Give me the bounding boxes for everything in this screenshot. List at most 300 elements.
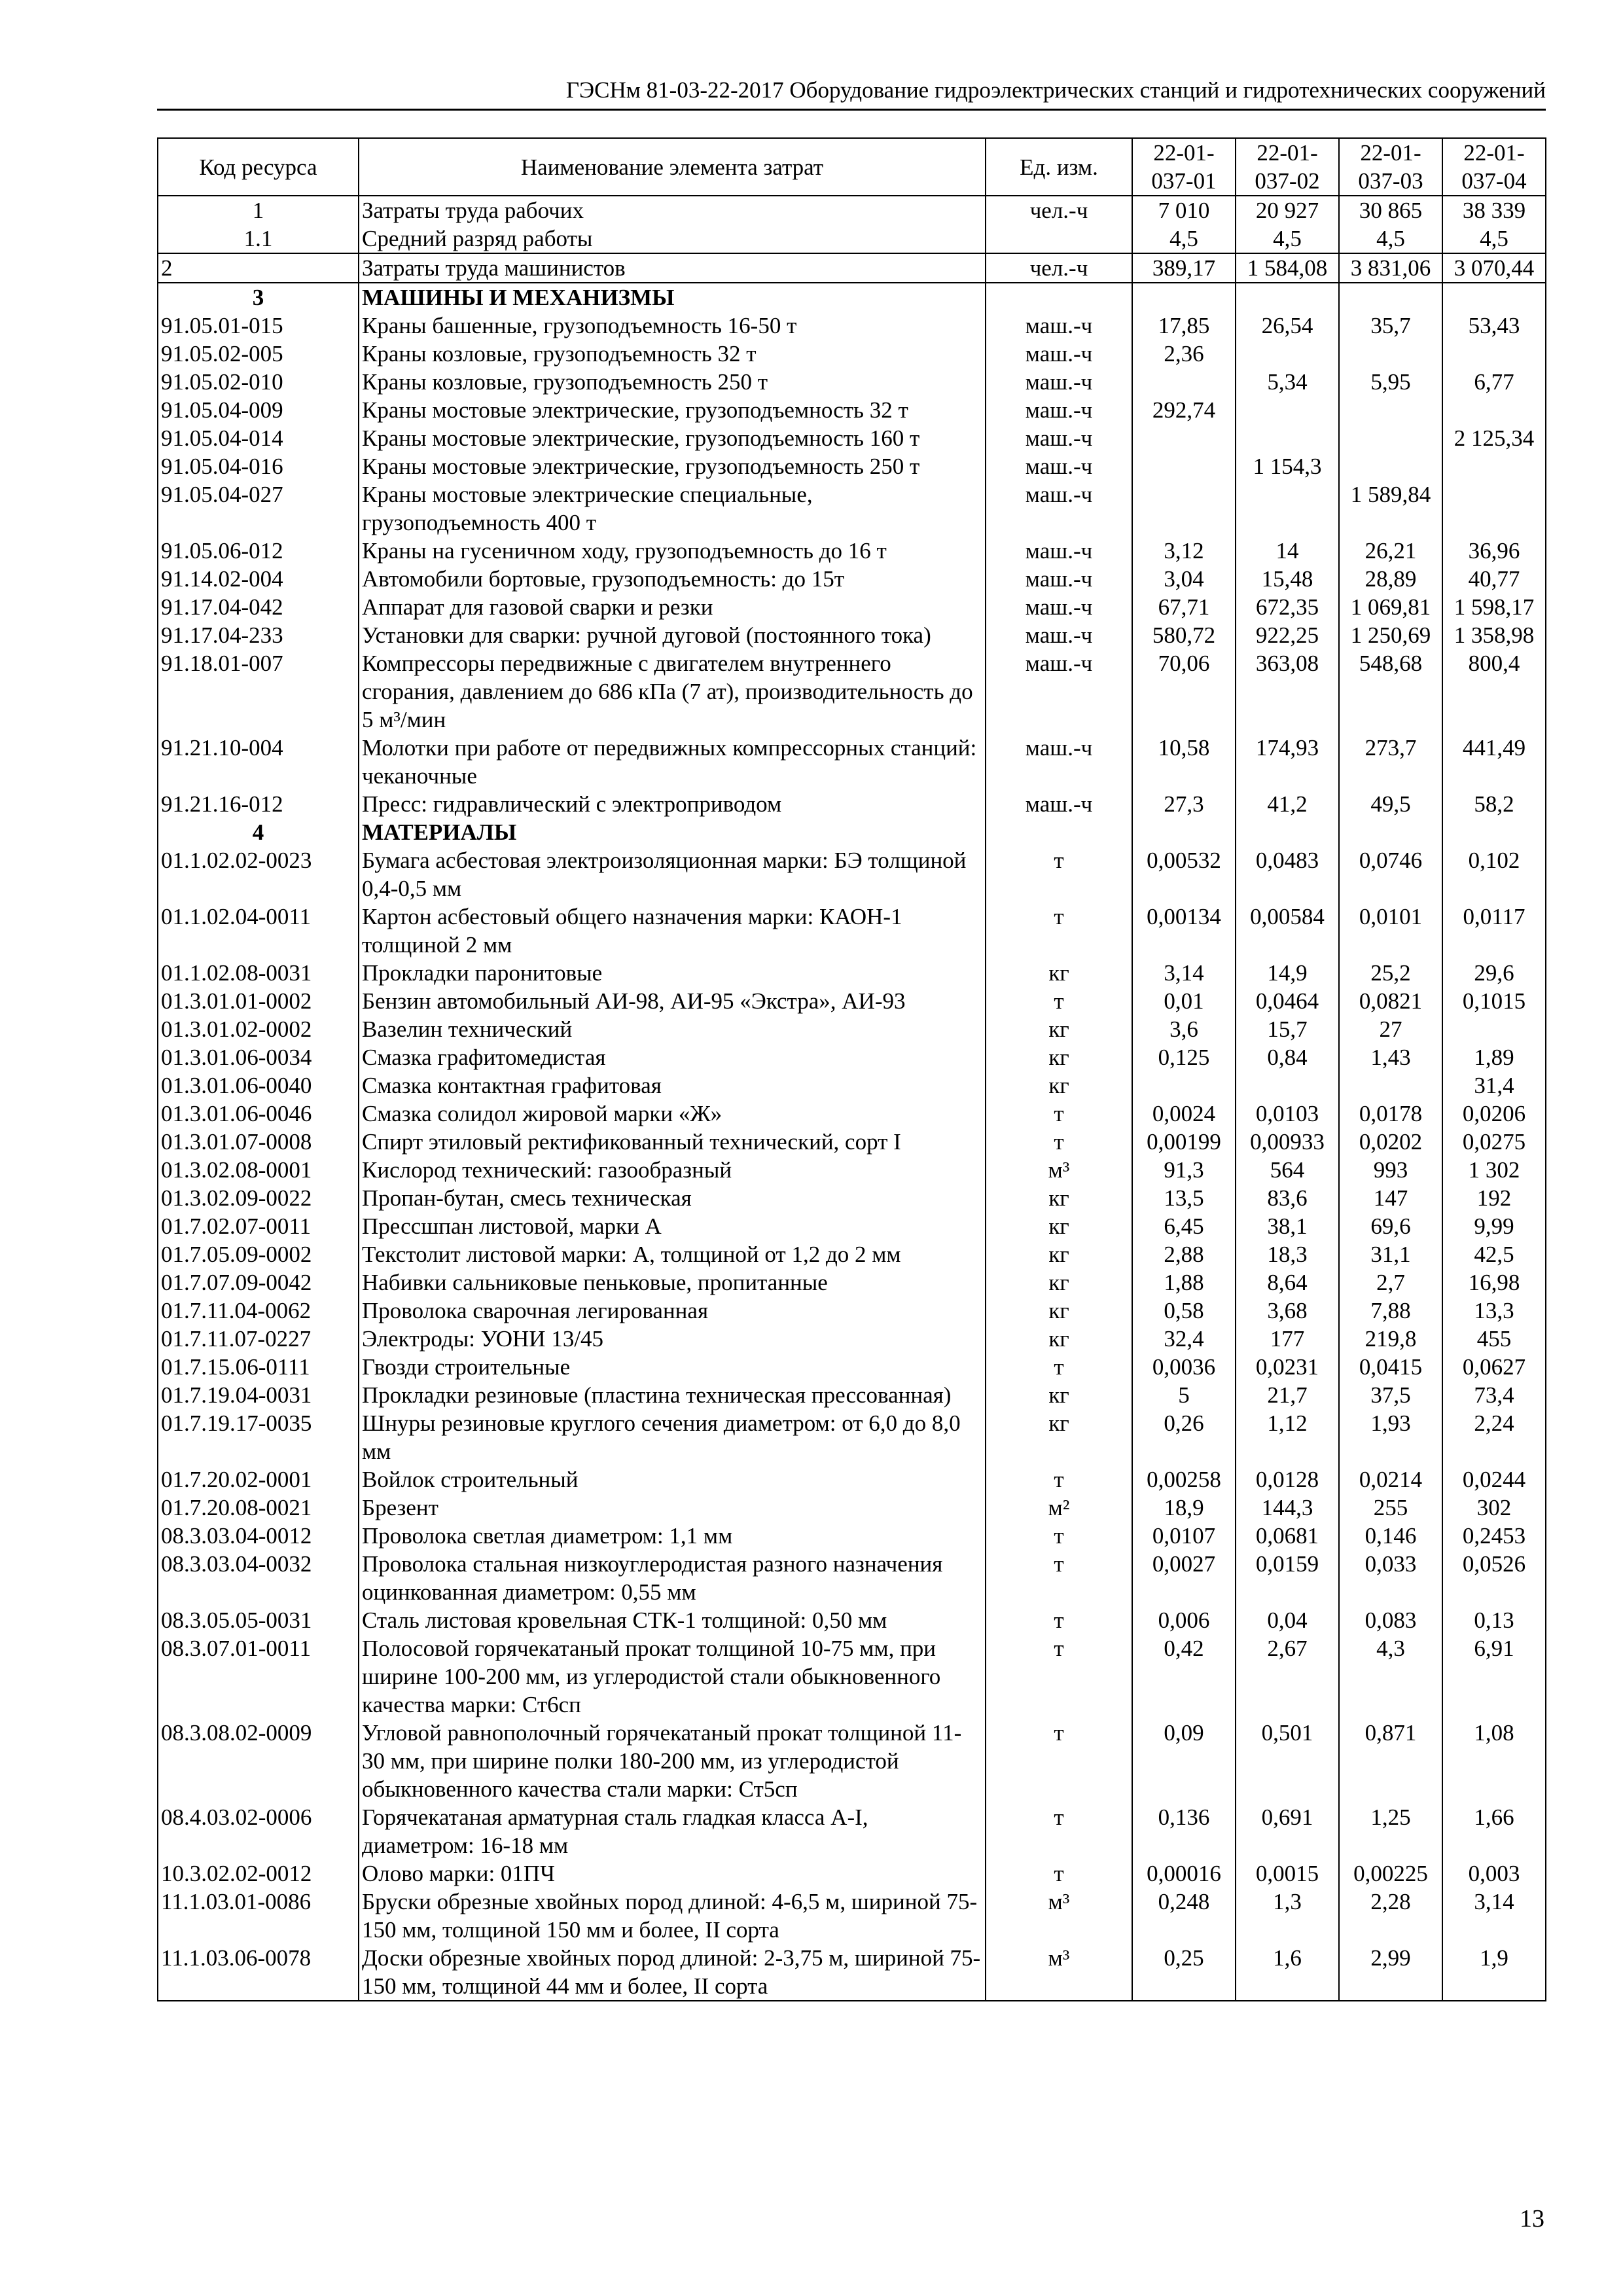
value-cell-037-01 [1132,1071,1236,1100]
resource-code-cell: 08.4.03.02-0006 [158,1803,359,1859]
resource-code-cell: 3 [158,283,359,312]
value-cell-037-04: 1 358,98 [1442,621,1546,649]
resource-name-cell: Затраты труда рабочих [359,196,986,224]
resource-name-cell: Вазелин технический [359,1015,986,1043]
resource-name-cell: Гвозди строительные [359,1353,986,1381]
value-cell-037-02: 1,6 [1236,1944,1339,2001]
value-cell-037-02: 0,00933 [1236,1128,1339,1156]
value-cell-037-02: 1 584,08 [1236,253,1339,283]
resource-code-cell: 91.05.04-027 [158,480,359,537]
unit-cell: т [986,1550,1132,1606]
unit-cell: т [986,1719,1132,1803]
value-cell-037-04: 2 125,34 [1442,424,1546,452]
unit-cell: т [986,1128,1132,1156]
table-row [158,1381,1546,1409]
table-row [158,1212,1546,1240]
value-cell-037-03: 69,6 [1339,1212,1442,1240]
unit-cell: кг [986,1043,1132,1071]
resource-name-cell: Установки для сварки: ручной дуговой (постоянного тока) [359,621,986,649]
column-header-name: Наименование элемента затрат [359,138,986,196]
value-cell-037-03: 1,93 [1339,1409,1442,1465]
value-cell-037-01: 0,00258 [1132,1465,1236,1494]
resource-name-cell: Доски обрезные хвойных пород длиной: 2-3,75 м, шириной 75-150 мм, толщиной 44 мм и более, II сорта [359,1944,986,2001]
value-cell-037-01: 292,74 [1132,396,1236,424]
value-cell-037-04: 800,4 [1442,649,1546,734]
value-cell-037-02 [1236,480,1339,537]
resource-code-cell: 01.7.19.17-0035 [158,1409,359,1465]
value-cell-037-02: 26,54 [1236,312,1339,340]
unit-cell: кг [986,1409,1132,1465]
value-cell-037-04: 1,08 [1442,1719,1546,1803]
unit-cell: маш.-ч [986,649,1132,734]
unit-cell: кг [986,1184,1132,1212]
value-cell-037-04: 0,0244 [1442,1465,1546,1494]
column-header-037-04: 22-01-037-04 [1442,138,1546,196]
value-cell-037-03 [1339,452,1442,480]
table-row [158,1128,1546,1156]
value-cell-037-03: 1 250,69 [1339,621,1442,649]
unit-cell: маш.-ч [986,790,1132,818]
resource-name-cell: Электроды: УОНИ 13/45 [359,1325,986,1353]
value-cell-037-01: 0,00199 [1132,1128,1236,1156]
table-row [158,846,1546,903]
value-cell-037-04: 38 339 [1442,196,1546,224]
resource-name-cell: Бруски обрезные хвойных пород длиной: 4-6,5 м, шириной 75-150 мм, толщиной 150 мм и более, II сорта [359,1888,986,1944]
table-row [158,340,1546,368]
unit-cell: маш.-ч [986,593,1132,621]
resource-code-cell: 91.05.06-012 [158,537,359,565]
value-cell-037-02: 15,48 [1236,565,1339,593]
unit-cell: т [986,1634,1132,1719]
resource-code-cell: 01.1.02.08-0031 [158,959,359,987]
resource-code-cell: 01.7.07.09-0042 [158,1268,359,1297]
value-cell-037-03: 0,871 [1339,1719,1442,1803]
value-cell-037-01: 1,88 [1132,1268,1236,1297]
unit-cell: маш.-ч [986,368,1132,396]
value-cell-037-01: 32,4 [1132,1325,1236,1353]
resource-code-cell: 01.3.01.06-0046 [158,1100,359,1128]
table-row [158,1353,1546,1381]
value-cell-037-02: 14 [1236,537,1339,565]
resource-name-cell: Горячекатаная арматурная сталь гладкая класса А-I, диаметром: 16-18 мм [359,1803,986,1859]
value-cell-037-01: 2,36 [1132,340,1236,368]
value-cell-037-03: 0,0178 [1339,1100,1442,1128]
table-row [158,565,1546,593]
resource-name-cell: Краны мостовые электрические, грузоподъемность 32 т [359,396,986,424]
value-cell-037-02: 564 [1236,1156,1339,1184]
unit-cell: м² [986,1494,1132,1522]
value-cell-037-01: 17,85 [1132,312,1236,340]
value-cell-037-01: 0,00532 [1132,846,1236,903]
value-cell-037-04: 6,77 [1442,368,1546,396]
value-cell-037-04: 192 [1442,1184,1546,1212]
resource-name-cell: Краны мостовые электрические, грузоподъемность 160 т [359,424,986,452]
resource-code-cell: 01.7.20.02-0001 [158,1465,359,1494]
unit-cell [986,224,1132,253]
value-cell-037-02: 1 154,3 [1236,452,1339,480]
resource-code-cell: 01.1.02.04-0011 [158,903,359,959]
value-cell-037-04: 0,1015 [1442,987,1546,1015]
resource-name-cell: Бензин автомобильный АИ-98, АИ-95 «Экстра», АИ-93 [359,987,986,1015]
unit-cell: маш.-ч [986,537,1132,565]
table-row [158,1268,1546,1297]
value-cell-037-03: 548,68 [1339,649,1442,734]
table-row [158,959,1546,987]
table-row [158,1888,1546,1944]
value-cell-037-03 [1339,340,1442,368]
value-cell-037-03: 0,083 [1339,1606,1442,1634]
value-cell-037-03: 0,0202 [1339,1128,1442,1156]
value-cell-037-03: 255 [1339,1494,1442,1522]
value-cell-037-01: 4,5 [1132,224,1236,253]
value-cell-037-03 [1339,396,1442,424]
resource-code-cell: 01.3.02.08-0001 [158,1156,359,1184]
value-cell-037-01: 2,88 [1132,1240,1236,1268]
value-cell-037-03: 26,21 [1339,537,1442,565]
value-cell-037-02: 144,3 [1236,1494,1339,1522]
resource-code-cell: 08.3.05.05-0031 [158,1606,359,1634]
header-rule [157,109,1546,111]
table-row [158,480,1546,537]
table-row [158,1522,1546,1550]
value-cell-037-02: 922,25 [1236,621,1339,649]
value-cell-037-02 [1236,340,1339,368]
resource-name-cell: Войлок строительный [359,1465,986,1494]
resource-name-cell: Средний разряд работы [359,224,986,253]
unit-cell: т [986,1353,1132,1381]
value-cell-037-03: 28,89 [1339,565,1442,593]
value-cell-037-04: 4,5 [1442,224,1546,253]
value-cell-037-03: 0,0821 [1339,987,1442,1015]
value-cell-037-02: 3,68 [1236,1297,1339,1325]
value-cell-037-04: 9,99 [1442,1212,1546,1240]
value-cell-037-04: 0,13 [1442,1606,1546,1634]
value-cell-037-02: 14,9 [1236,959,1339,987]
value-cell-037-02: 0,0159 [1236,1550,1339,1606]
value-cell-037-01: 0,125 [1132,1043,1236,1071]
value-cell-037-02: 18,3 [1236,1240,1339,1268]
resource-code-cell: 91.05.02-010 [158,368,359,396]
value-cell-037-04: 1 302 [1442,1156,1546,1184]
value-cell-037-02 [1236,396,1339,424]
unit-cell: кг [986,1325,1132,1353]
table-row [158,312,1546,340]
value-cell-037-02: 20 927 [1236,196,1339,224]
value-cell-037-01: 0,0024 [1132,1100,1236,1128]
value-cell-037-02: 5,34 [1236,368,1339,396]
resource-code-cell: 91.14.02-004 [158,565,359,593]
resource-name-cell: Прессшпан листовой, марки А [359,1212,986,1240]
resource-name-cell: Краны козловые, грузоподъемность 32 т [359,340,986,368]
table-row [158,1240,1546,1268]
value-cell-037-01: 3,04 [1132,565,1236,593]
column-header-037-02: 22-01-037-02 [1236,138,1339,196]
value-cell-037-02: 0,0015 [1236,1859,1339,1888]
column-header-unit: Ед. изм. [986,138,1132,196]
value-cell-037-01 [1132,368,1236,396]
value-cell-037-01: 0,248 [1132,1888,1236,1944]
value-cell-037-04: 0,0275 [1442,1128,1546,1156]
unit-cell: т [986,1859,1132,1888]
value-cell-037-02: 0,0103 [1236,1100,1339,1128]
value-cell-037-02: 41,2 [1236,790,1339,818]
value-cell-037-02: 0,84 [1236,1043,1339,1071]
value-cell-037-01: 70,06 [1132,649,1236,734]
value-cell-037-02: 1,3 [1236,1888,1339,1944]
value-cell-037-04: 1,89 [1442,1043,1546,1071]
column-header-code: Код ресурса [158,138,359,196]
value-cell-037-04: 0,0117 [1442,903,1546,959]
unit-cell: кг [986,1268,1132,1297]
table-row [158,1803,1546,1859]
value-cell-037-01: 0,0036 [1132,1353,1236,1381]
resource-code-cell: 4 [158,818,359,846]
value-cell-037-01: 0,136 [1132,1803,1236,1859]
value-cell-037-02: 0,04 [1236,1606,1339,1634]
value-cell-037-04: 2,24 [1442,1409,1546,1465]
value-cell-037-03: 2,7 [1339,1268,1442,1297]
value-cell-037-01: 13,5 [1132,1184,1236,1212]
unit-cell: маш.-ч [986,312,1132,340]
value-cell-037-04 [1442,340,1546,368]
value-cell-037-04: 3 070,44 [1442,253,1546,283]
table-row [158,1325,1546,1353]
value-cell-037-02: 83,6 [1236,1184,1339,1212]
value-cell-037-02: 0,0231 [1236,1353,1339,1381]
unit-cell: кг [986,1071,1132,1100]
unit-cell: т [986,1606,1132,1634]
value-cell-037-02: 21,7 [1236,1381,1339,1409]
resource-name-cell: Проволока стальная низкоуглеродистая разного назначения оцинкованная диаметром: 0,55 мм [359,1550,986,1606]
value-cell-037-02: 0,0464 [1236,987,1339,1015]
resource-name-cell: Компрессоры передвижные с двигателем внутреннего сгорания, давлением до 686 кПа (7 ат), производительность до 5 м³/мин [359,649,986,734]
table-row [158,621,1546,649]
value-cell-037-04: 0,102 [1442,846,1546,903]
resource-code-cell: 1 [158,196,359,224]
resource-name-cell: Кислород технический: газообразный [359,1156,986,1184]
value-cell-037-02: 2,67 [1236,1634,1339,1719]
resource-code-cell: 2 [158,253,359,283]
value-cell-037-02: 15,7 [1236,1015,1339,1043]
value-cell-037-02: 363,08 [1236,649,1339,734]
value-cell-037-03 [1339,1071,1442,1100]
value-cell-037-01: 0,01 [1132,987,1236,1015]
resource-code-cell: 91.17.04-042 [158,593,359,621]
table-row [158,1043,1546,1071]
unit-cell: т [986,1465,1132,1494]
value-cell-037-02: 4,5 [1236,224,1339,253]
table-row [158,1550,1546,1606]
value-cell-037-02: 0,501 [1236,1719,1339,1803]
resource-name-cell: Набивки сальниковые пеньковые, пропитанные [359,1268,986,1297]
table-row [158,1719,1546,1803]
table-row [158,903,1546,959]
resource-name-cell: Картон асбестовый общего назначения марки: КАОН-1 толщиной 2 мм [359,903,986,959]
unit-cell: кг [986,959,1132,987]
unit-cell: кг [986,1015,1132,1043]
table-row [158,1184,1546,1212]
resource-code-cell: 91.17.04-233 [158,621,359,649]
table-row [158,1494,1546,1522]
table-row [158,424,1546,452]
resource-name-cell: МАШИНЫ И МЕХАНИЗМЫ [359,283,986,312]
value-cell-037-04: 42,5 [1442,1240,1546,1268]
resource-code-cell: 91.05.01-015 [158,312,359,340]
value-cell-037-01: 7 010 [1132,196,1236,224]
value-cell-037-02: 8,64 [1236,1268,1339,1297]
value-cell-037-04 [1442,452,1546,480]
resource-code-cell: 01.1.02.02-0023 [158,846,359,903]
value-cell-037-01: 3,6 [1132,1015,1236,1043]
value-cell-037-01: 6,45 [1132,1212,1236,1240]
value-cell-037-01: 3,12 [1132,537,1236,565]
value-cell-037-02 [1236,1071,1339,1100]
value-cell-037-02 [1236,283,1339,312]
value-cell-037-03: 993 [1339,1156,1442,1184]
value-cell-037-03 [1339,424,1442,452]
resource-name-cell: Смазка графитомедистая [359,1043,986,1071]
unit-cell: т [986,1803,1132,1859]
table-row [158,196,1546,224]
resource-code-cell: 10.3.02.02-0012 [158,1859,359,1888]
table-row [158,1015,1546,1043]
value-cell-037-01: 67,71 [1132,593,1236,621]
resource-code-cell: 08.3.07.01-0011 [158,1634,359,1719]
page-header-title: ГЭСНм 81-03-22-2017 Оборудование гидроэлектрических станций и гидротехнических сооружений [565,77,1546,103]
value-cell-037-04: 16,98 [1442,1268,1546,1297]
resource-code-cell: 01.7.11.07-0227 [158,1325,359,1353]
table-row [158,593,1546,621]
value-cell-037-02: 0,0483 [1236,846,1339,903]
resource-name-cell: Сталь листовая кровельная СТК-1 толщиной: 0,50 мм [359,1606,986,1634]
resource-code-cell: 01.7.19.04-0031 [158,1381,359,1409]
resource-code-cell: 01.3.01.06-0040 [158,1071,359,1100]
resource-code-cell: 01.3.01.02-0002 [158,1015,359,1043]
value-cell-037-04: 0,003 [1442,1859,1546,1888]
value-cell-037-01: 91,3 [1132,1156,1236,1184]
resource-code-cell: 01.3.01.01-0002 [158,987,359,1015]
value-cell-037-04: 53,43 [1442,312,1546,340]
value-cell-037-03: 7,88 [1339,1297,1442,1325]
resource-code-cell: 91.05.04-014 [158,424,359,452]
value-cell-037-02: 0,00584 [1236,903,1339,959]
resource-code-cell: 11.1.03.06-0078 [158,1944,359,2001]
value-cell-037-03: 0,146 [1339,1522,1442,1550]
value-cell-037-03: 1 589,84 [1339,480,1442,537]
resource-name-cell: Олово марки: 01ПЧ [359,1859,986,1888]
value-cell-037-03: 5,95 [1339,368,1442,396]
unit-cell: чел.-ч [986,253,1132,283]
value-cell-037-01: 0,58 [1132,1297,1236,1325]
value-cell-037-01: 0,09 [1132,1719,1236,1803]
table-row [158,1156,1546,1184]
value-cell-037-01 [1132,480,1236,537]
unit-cell: маш.-ч [986,452,1132,480]
value-cell-037-01: 3,14 [1132,959,1236,987]
unit-cell: чел.-ч [986,196,1132,224]
resource-code-cell: 08.3.08.02-0009 [158,1719,359,1803]
resource-name-cell: Автомобили бортовые, грузоподъемность: до 15т [359,565,986,593]
value-cell-037-03: 0,0214 [1339,1465,1442,1494]
value-cell-037-03: 4,5 [1339,224,1442,253]
value-cell-037-03: 25,2 [1339,959,1442,987]
table-row [158,224,1546,253]
table-row [158,987,1546,1015]
value-cell-037-01 [1132,452,1236,480]
value-cell-037-04 [1442,818,1546,846]
value-cell-037-01: 0,0027 [1132,1550,1236,1606]
value-cell-037-03: 3 831,06 [1339,253,1442,283]
value-cell-037-03: 27 [1339,1015,1442,1043]
resource-name-cell: Молотки при работе от передвижных компрессорных станций: чеканочные [359,734,986,790]
value-cell-037-03: 31,1 [1339,1240,1442,1268]
resource-name-cell: Краны мостовые электрические, грузоподъемность 250 т [359,452,986,480]
value-cell-037-04: 0,0526 [1442,1550,1546,1606]
unit-cell: кг [986,1297,1132,1325]
value-cell-037-04: 302 [1442,1494,1546,1522]
resource-code-cell: 01.7.05.09-0002 [158,1240,359,1268]
unit-cell: маш.-ч [986,565,1132,593]
unit-cell: маш.-ч [986,621,1132,649]
unit-cell [986,818,1132,846]
table-row [158,1297,1546,1325]
value-cell-037-04: 13,3 [1442,1297,1546,1325]
resource-code-cell: 08.3.03.04-0012 [158,1522,359,1550]
value-cell-037-03: 219,8 [1339,1325,1442,1353]
table-row [158,1944,1546,2001]
table-row [158,253,1546,283]
value-cell-037-04: 1,9 [1442,1944,1546,2001]
value-cell-037-01: 0,25 [1132,1944,1236,2001]
value-cell-037-01: 580,72 [1132,621,1236,649]
resource-name-cell: Полосовой горячекатаный прокат толщиной 10-75 мм, при ширине 100-200 мм, из углеродистой стали обыкновенного качества марки: Ст6сп [359,1634,986,1719]
unit-cell: м³ [986,1888,1132,1944]
value-cell-037-01 [1132,818,1236,846]
table-row [158,368,1546,396]
value-cell-037-01 [1132,283,1236,312]
resource-code-cell: 01.7.15.06-0111 [158,1353,359,1381]
value-cell-037-03: 0,0746 [1339,846,1442,903]
resource-code-cell: 11.1.03.01-0086 [158,1888,359,1944]
value-cell-037-02 [1236,818,1339,846]
value-cell-037-04: 0,2453 [1442,1522,1546,1550]
value-cell-037-03: 1,43 [1339,1043,1442,1071]
value-cell-037-01: 27,3 [1132,790,1236,818]
value-cell-037-03 [1339,818,1442,846]
column-header-037-03: 22-01-037-03 [1339,138,1442,196]
value-cell-037-01: 0,0107 [1132,1522,1236,1550]
value-cell-037-03: 0,0415 [1339,1353,1442,1381]
resource-code-cell: 01.7.20.08-0021 [158,1494,359,1522]
resource-code-cell: 91.21.10-004 [158,734,359,790]
unit-cell: кг [986,1212,1132,1240]
unit-cell: маш.-ч [986,340,1132,368]
resource-code-cell: 01.3.01.07-0008 [158,1128,359,1156]
value-cell-037-04: 29,6 [1442,959,1546,987]
value-cell-037-01: 0,00016 [1132,1859,1236,1888]
value-cell-037-04: 73,4 [1442,1381,1546,1409]
value-cell-037-01 [1132,424,1236,452]
value-cell-037-04: 3,14 [1442,1888,1546,1944]
resource-code-cell: 91.18.01-007 [158,649,359,734]
resource-name-cell: Шнуры резиновые круглого сечения диаметром: от 6,0 до 8,0 мм [359,1409,986,1465]
value-cell-037-04 [1442,396,1546,424]
table-row [158,649,1546,734]
resource-code-cell: 01.7.11.04-0062 [158,1297,359,1325]
value-cell-037-03: 35,7 [1339,312,1442,340]
resource-name-cell: Пропан-бутан, смесь техническая [359,1184,986,1212]
resource-code-cell: 1.1 [158,224,359,253]
